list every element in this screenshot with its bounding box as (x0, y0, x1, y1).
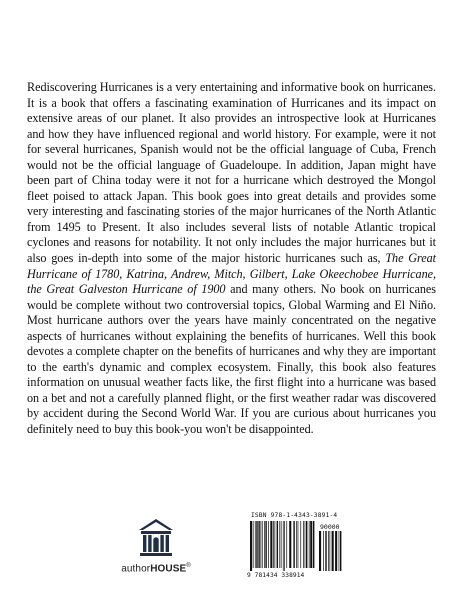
description-text-part1: Rediscovering Hurricanes is a very entertaining and informative book on hurricanes. It is a book that offers a fascinating examination of Hurricanes and its impact on extensive areas of our planet. It also provides an introspective look at Hurricanes and how they have influenced regional and world history. For example, were it not for several hurricanes, Spanish would not be the official language of Cuba, French would not be the official language of Guadeloupe. In addition, Japan might have been part of China today were it not for a hurricane which destroyed the Mongol fleet poised to attack Japan. This book goes into great details and provides some very interesting and fascinating stories of the major hurricanes of the North Atlantic from 1495 to Present. It also includes several lists of notable Atlantic tropical cyclones and reasons for notability. It not only includes the major hurricanes but it also goes in-depth into some of the major historic hurricanes such as, (27, 80, 436, 266)
authorhouse-building-icon (138, 518, 174, 558)
publisher-name (116, 563, 196, 574)
publisher-logo (116, 518, 196, 578)
isbn-text: ISBN 978-1-4343-3891-4 (251, 512, 338, 519)
barcode-digits: 9 781434 338914 (247, 572, 305, 579)
registered-mark: ® (186, 563, 191, 569)
ean13-barcode (250, 521, 317, 571)
publisher-name-author: author (121, 563, 151, 575)
hurricane-list-italic: The Great Hurricane of 1780, Katrina, Andrew, Mitch, Gilbert, Lake Okeechobee Hurricane, the Great Galveston Hurricane of 1900 (27, 251, 436, 297)
publisher-name-house: HOUSE (150, 563, 187, 575)
isbn-barcode-block (244, 511, 348, 581)
price-addon-barcode (319, 531, 343, 571)
description-text-part2: and many others. No book on hurricanes would be complete without two controversial topics, Global Warming and El Niño. Most hurricane authors over the years have mainly concentrated on the negative aspects of hurricanes without explaining the benefits of hurricanes. Well this book devotes a complete chapter on the benefits of hurricanes and why they are important to the earth's dynamic and complex ecosystem. Finally, this book also features information on unusual weather facts like, the first flight into a hurricane was based on a bet and not a carefully planned flight, or the first weather radar was discovered by accident during the Second World War. If you are curious about hurricanes you definitely need to buy this book-you won't be disappointed. (27, 282, 436, 437)
price-code: 90000 (320, 523, 340, 531)
back-cover-description (27, 80, 436, 438)
